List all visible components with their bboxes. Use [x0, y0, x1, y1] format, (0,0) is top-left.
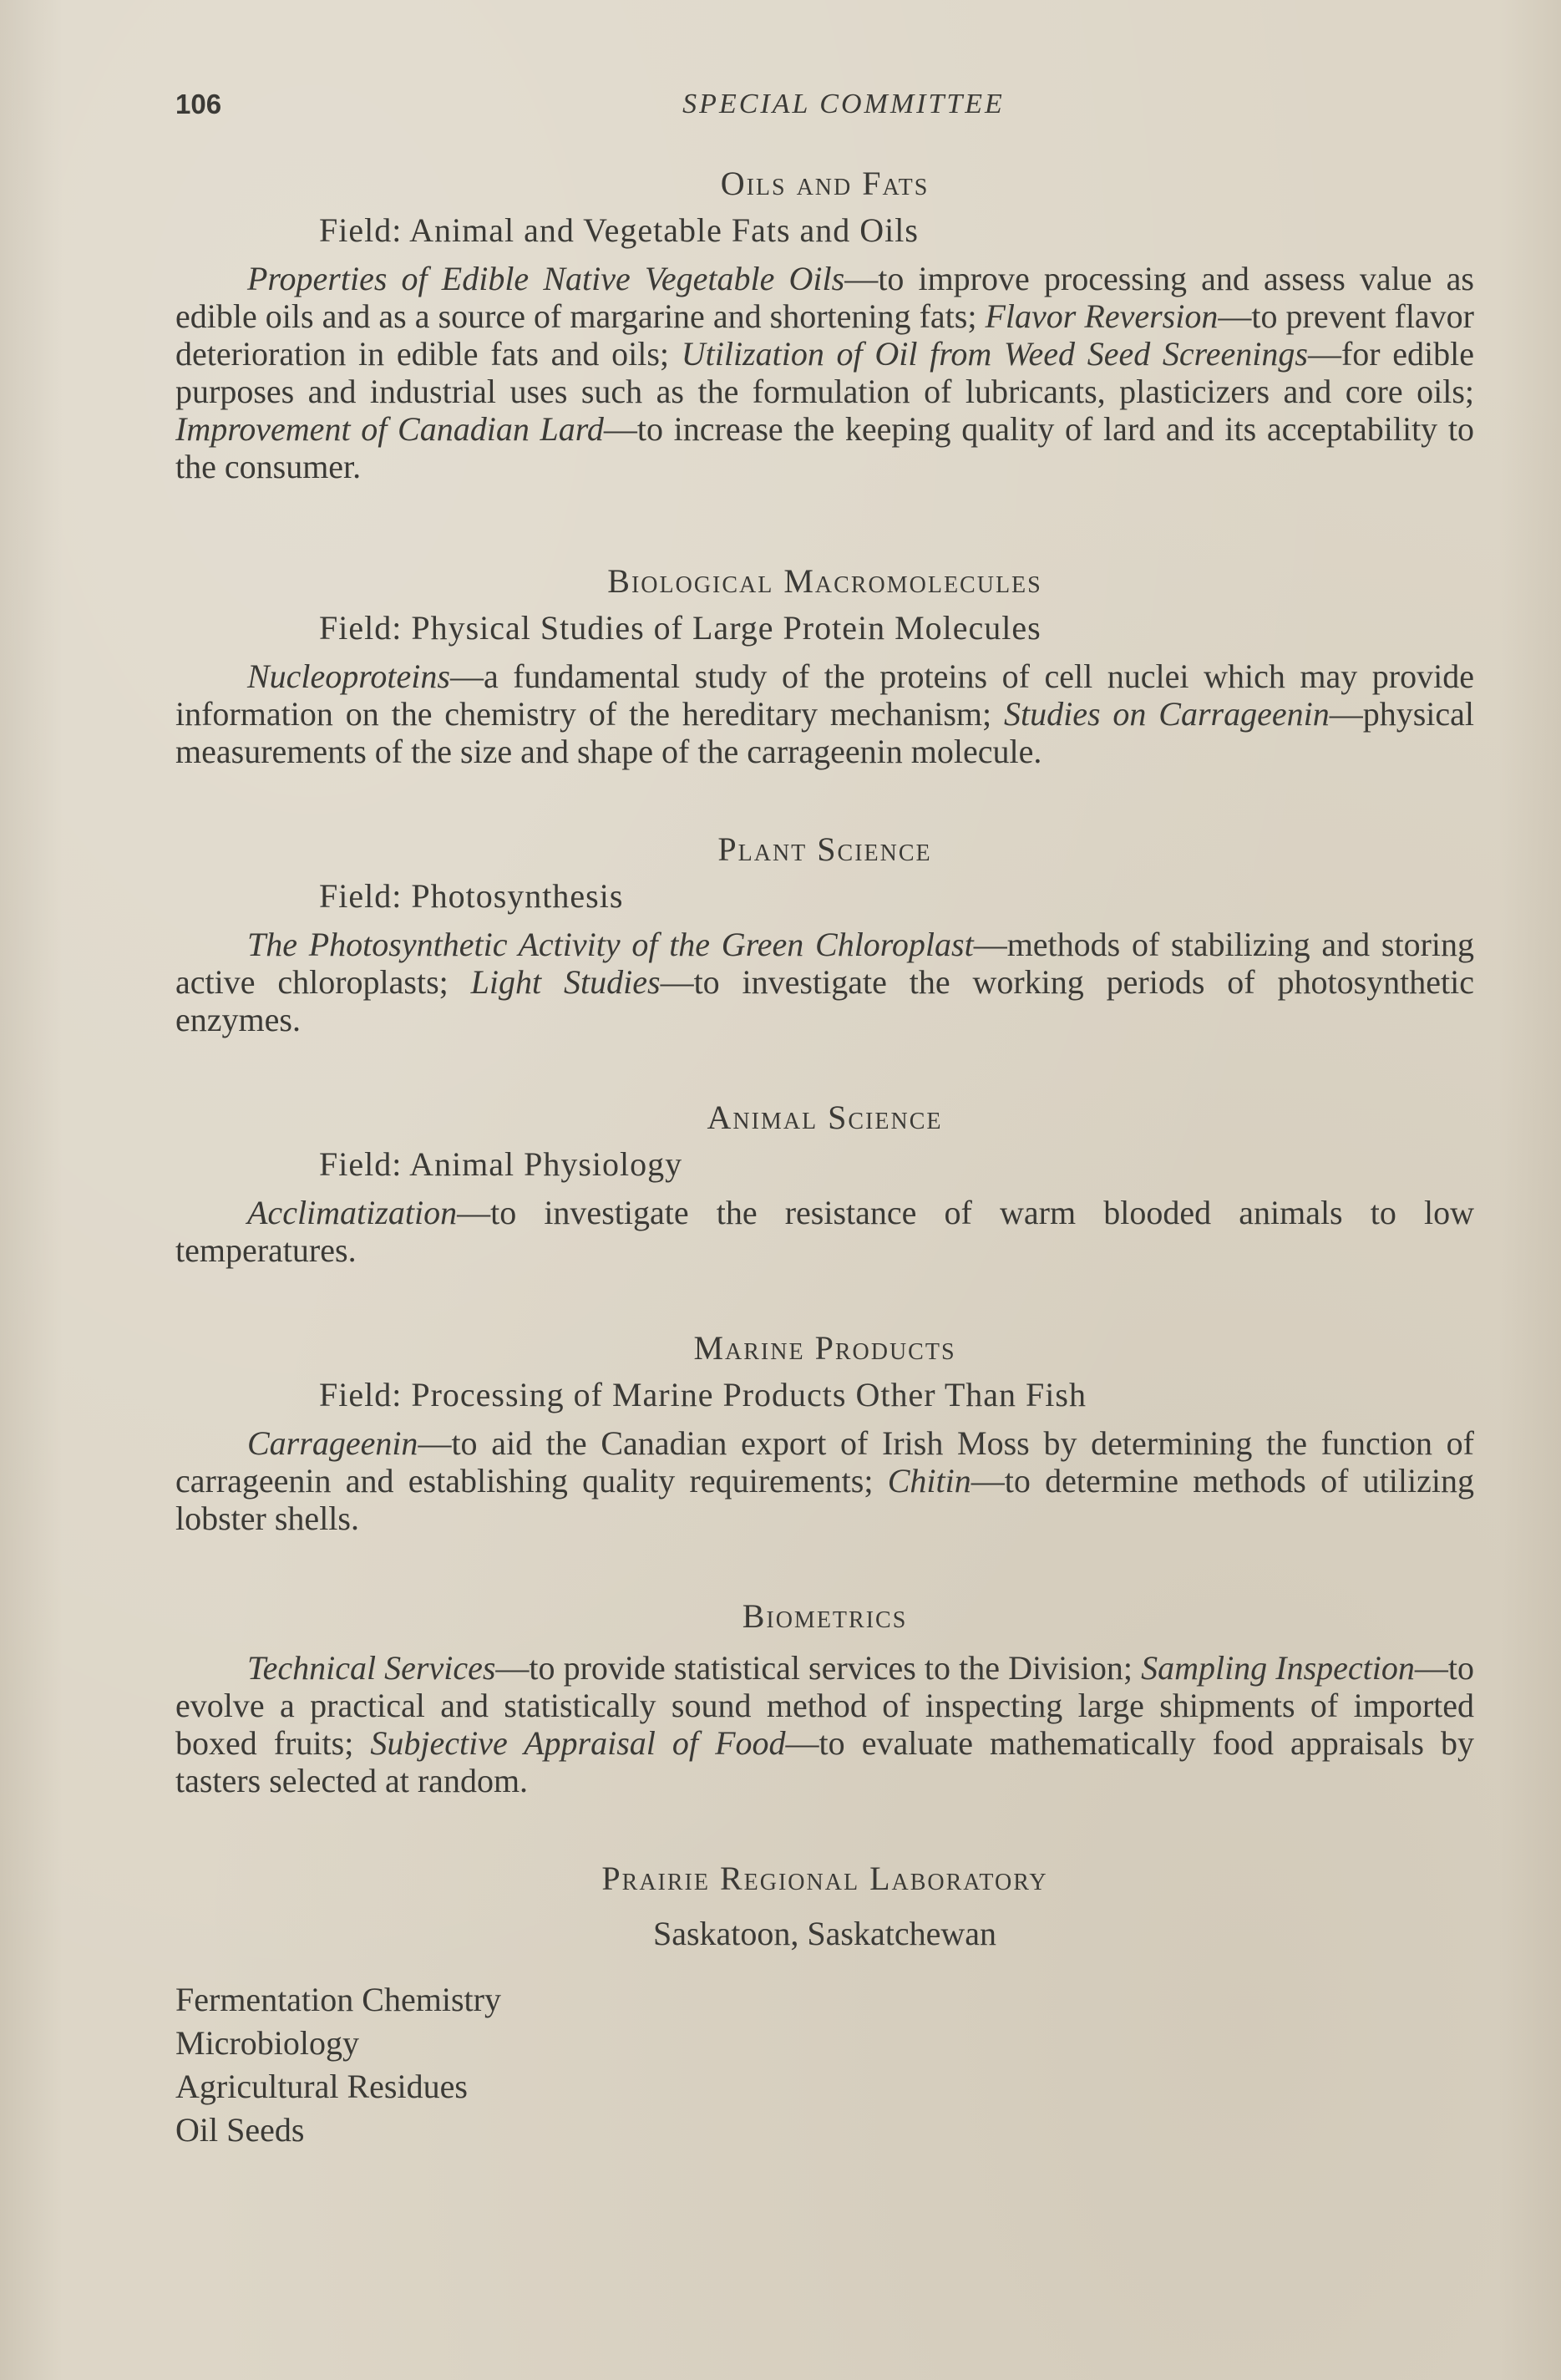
running-head: SPECIAL COMMITTEE [682, 89, 1005, 119]
section-heading: Plant Science [717, 830, 932, 868]
project-title: Utilization of Oil from Weed Seed Screenings [681, 335, 1308, 373]
project-title: Studies on Carrageenin [1003, 695, 1330, 733]
project-description: —to improve processing and assess value as edible oils and as a source of margarine and shortening fats; [175, 260, 1474, 335]
project-description: —to investigate the working periods of photosynthetic enzymes. [175, 963, 1474, 1038]
project-description: —to determine methods of utilizing lobster shells. [175, 1462, 1474, 1537]
section-field: Field: Animal Physiology [319, 1145, 683, 1183]
lab-location: Saskatoon, Saskatchewan [652, 1915, 996, 1952]
section-heading: Oils and Fats [720, 165, 930, 202]
project-title: Carrageenin [247, 1424, 418, 1462]
project-description: —to prevent flavor deterioration in edible fats and oils; [175, 297, 1474, 373]
section-marine-products [175, 1327, 1474, 1537]
project-title: Light Studies [470, 963, 661, 1001]
page-content [175, 163, 1474, 2152]
section-heading: Biological Macromolecules [607, 562, 1042, 600]
section-field: Field: Physical Studies of Large Protein Molecules [319, 609, 1042, 647]
list-item: Agricultural Residues [175, 2068, 468, 2105]
list-item: Microbiology [175, 2024, 359, 2062]
section-paragraph [175, 1649, 1474, 1799]
section-paragraph [175, 1194, 1474, 1269]
project-title: Subjective Appraisal of Food [370, 1724, 786, 1762]
project-title: Sampling Inspection [1141, 1649, 1415, 1687]
section-field: Field: Animal and Vegetable Fats and Oils [319, 211, 919, 249]
project-description: —to aid the Canadian export of Irish Moss by determining the function of carrageenin and establishing quality requirements; [175, 1424, 1474, 1500]
section-prairie-regional-laboratory [175, 1858, 1474, 2152]
section-plant-science [175, 829, 1474, 1038]
lab-division-list [175, 1978, 1474, 2152]
project-title: The Photosynthetic Activity of the Green Chloroplast [247, 926, 974, 963]
project-description: —to evaluate mathematically food appraisals by tasters selected at random. [175, 1724, 1474, 1799]
project-title: Nucleoproteins [247, 657, 450, 695]
section-paragraph [175, 657, 1474, 770]
project-title: Flavor Reversion [985, 297, 1219, 335]
section-field: Field: Photosynthesis [319, 877, 624, 915]
page-number: 106 [175, 89, 222, 119]
section-paragraph [175, 1424, 1474, 1537]
project-description: —methods of stabilizing and storing active chloroplasts; [175, 926, 1475, 1001]
section-biometrics [175, 1596, 1474, 1799]
project-description: —a fundamental study of the proteins of cell nuclei which may provide information on the chemistry of the hereditary mechanism; [175, 657, 1474, 733]
section-heading: Animal Science [707, 1099, 943, 1136]
list-item: Oil Seeds [175, 2111, 305, 2149]
project-description: —physical measurements of the size and shape of the carrageenin molecule. [175, 695, 1475, 770]
section-biological-macromolecules [175, 561, 1474, 770]
page-header [175, 89, 1462, 130]
project-description: —for edible purposes and industrial uses such as the formulation of lubricants, plasticizers and core oils; [175, 335, 1474, 410]
section-field: Field: Processing of Marine Products Other Than Fish [319, 1376, 1087, 1413]
project-description: —to increase the keeping quality of lard and its acceptability to the consumer. [175, 410, 1474, 485]
section-animal-science [175, 1097, 1474, 1269]
section-heading: Marine Products [693, 1329, 956, 1367]
project-title: Chitin [887, 1462, 971, 1500]
project-title: Technical Services [247, 1649, 496, 1687]
project-description: —to provide statistical services to the Division; [495, 1649, 1142, 1687]
section-paragraph [175, 926, 1474, 1038]
project-description: —to investigate the resistance of warm blooded animals to low temperatures. [175, 1194, 1474, 1269]
lab-heading: Prairie Regional Laboratory [601, 1860, 1048, 1897]
project-description: —to evolve a practical and statistically sound method of inspecting large shipments of imported boxed fruits; [175, 1649, 1475, 1762]
project-title: Improvement of Canadian Lard [175, 410, 604, 448]
project-title: Properties of Edible Native Vegetable Oils [247, 260, 845, 297]
project-title: Acclimatization [247, 1194, 458, 1231]
section-paragraph [175, 260, 1474, 485]
section-heading: Biometrics [742, 1597, 908, 1635]
list-item: Fermentation Chemistry [175, 1981, 501, 2018]
section-oils-and-fats [175, 163, 1474, 485]
